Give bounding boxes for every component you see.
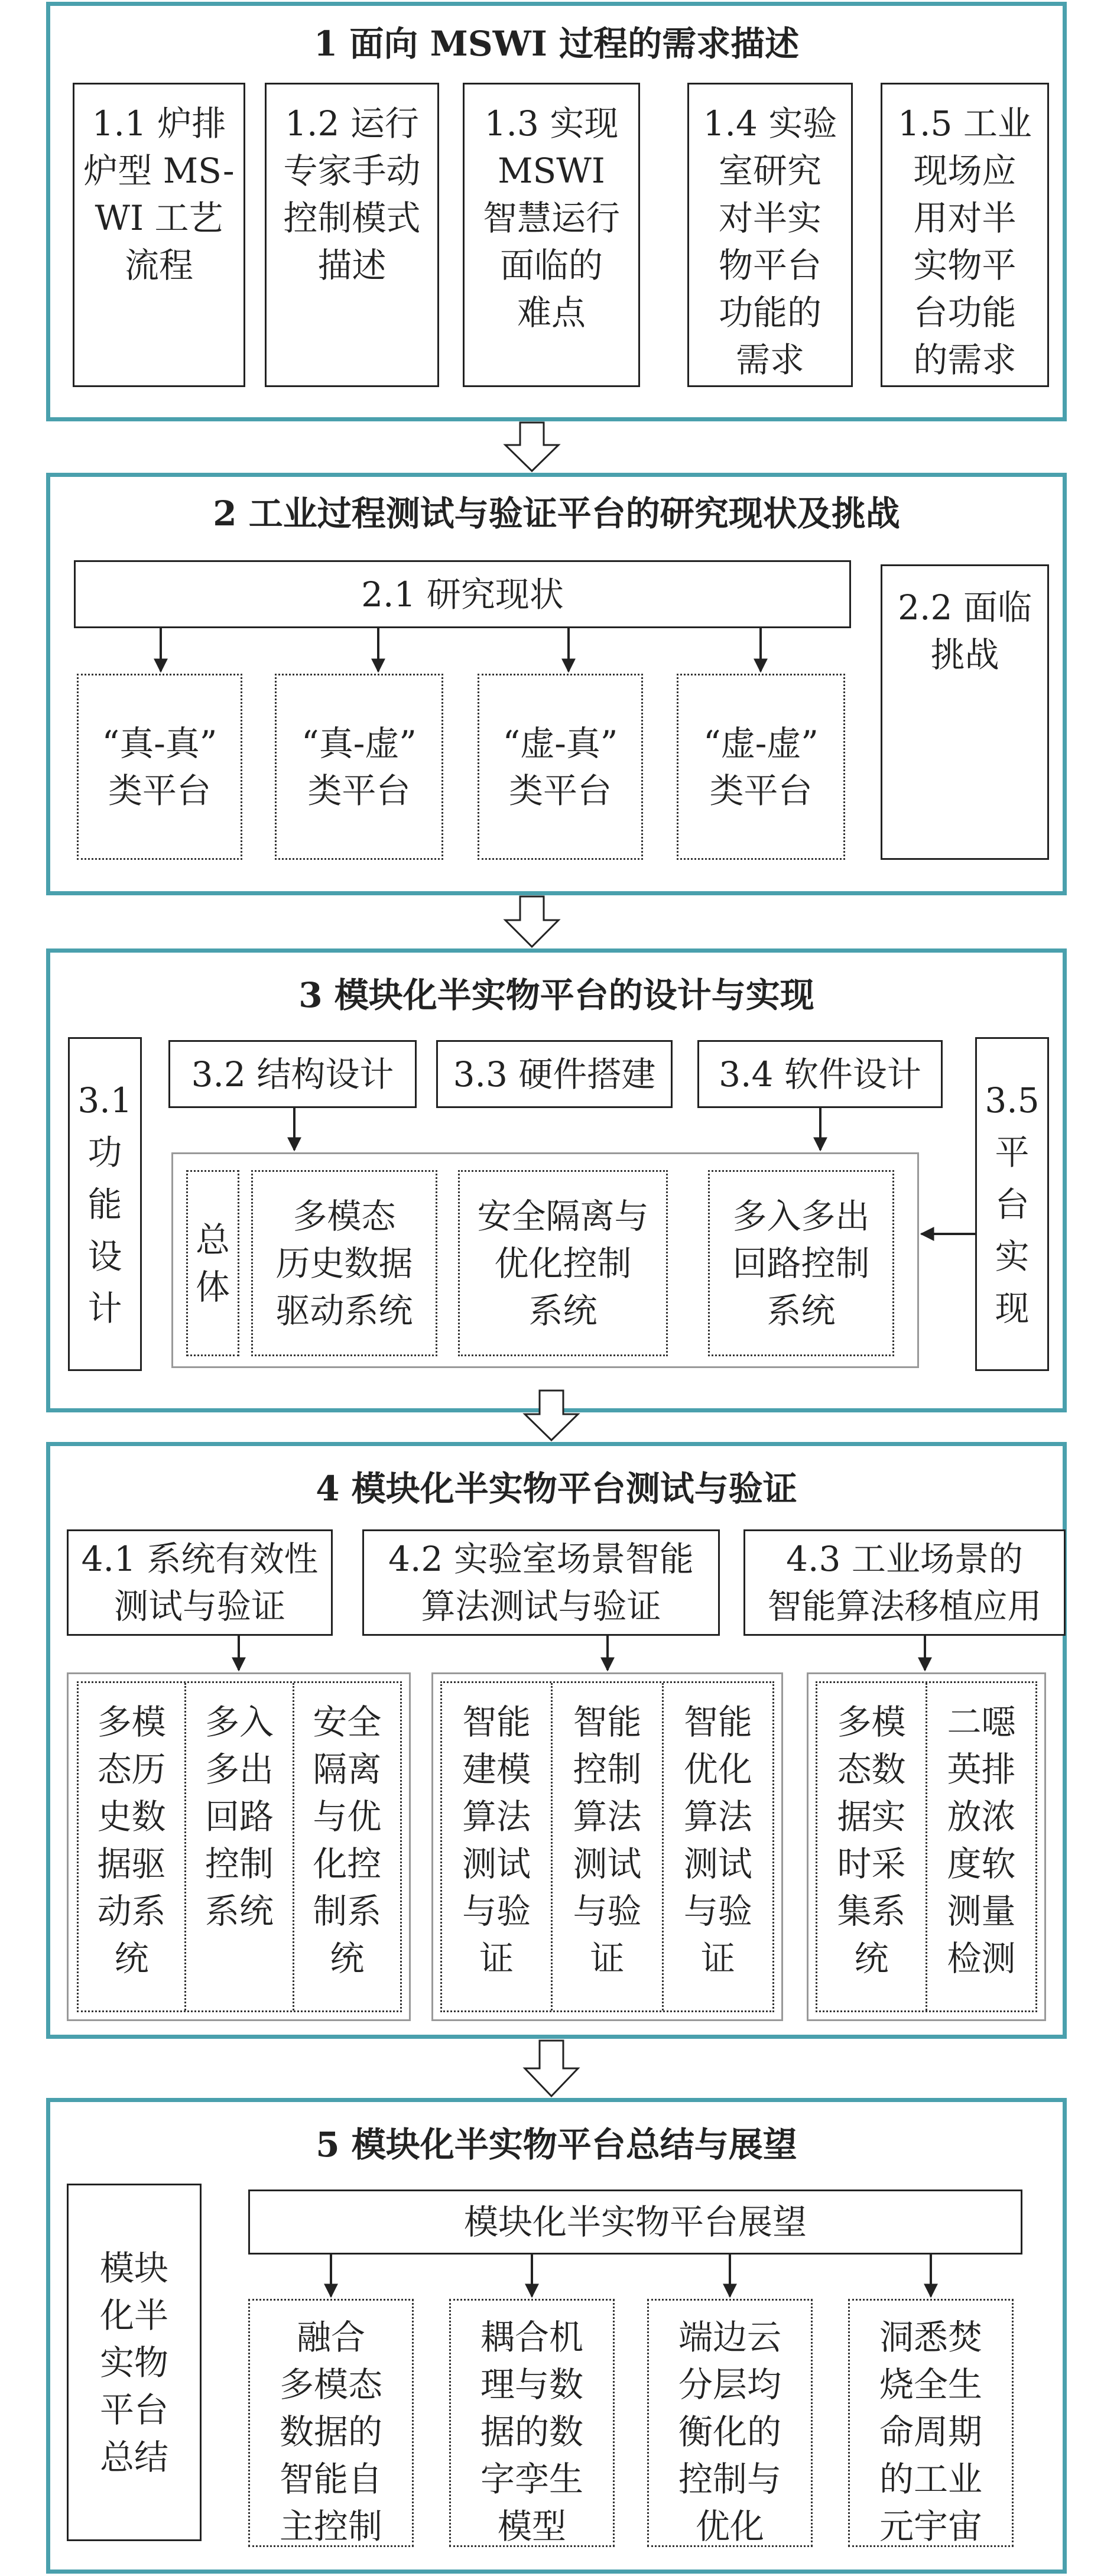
section-1-title: 1 面向 MSWI 过程的需求描述	[313, 24, 800, 64]
s4-g2-item-2: 智能 控制 算法 测试 与验 证	[551, 1683, 661, 2010]
s5-arrows	[331, 2255, 931, 2296]
function-design-box: 3.1 功 能 设 计	[68, 1037, 142, 1371]
platform-real-real: “真-真” 类平台	[77, 674, 242, 860]
s4-head-2: 4.2 实验室场景智能 算法测试与验证	[362, 1529, 720, 1636]
s2-arrows	[161, 628, 761, 671]
s1-item-2: 1.2 运行 专家手动 控制模式 描述	[265, 83, 439, 387]
s4-g3-item-1: 多模 态数 据实 时采 集系 统	[837, 1702, 906, 1979]
section-5-title: 5 模块化半实物平台总结与展望	[316, 2125, 797, 2165]
s4-g1-item-2: 多入 多出 回路 控制 系统	[184, 1683, 292, 2010]
s1-item-5: 1.5 工业 现场应 用对半 实物平 台功能 的需求	[881, 83, 1049, 387]
s4-g3-item-2: 二噁 英排 放浓 度软 测量 检测	[926, 1683, 1035, 2010]
s4-head-3: 4.3 工业场景的 智能算法移植应用	[743, 1529, 1066, 1636]
summary-box: 模块 化半 实物 平台 总结	[67, 2184, 202, 2541]
safety-isolation-box: 安全隔离与 优化控制 系统	[458, 1170, 668, 1356]
structure-design-box: 3.2 结构设计	[168, 1040, 417, 1108]
platform-virtual-virtual: “虚-虚” 类平台	[677, 674, 845, 860]
software-design-box: 3.4 软件设计	[697, 1040, 943, 1108]
flow-arrow-3-icon	[525, 1391, 578, 1440]
s1-item-4: 1.4 实验 室研究 对半实 物平台 功能的 需求	[687, 83, 853, 387]
section-4-title: 4 模块化半实物平台测试与验证	[316, 1469, 797, 1509]
s4-head-1: 4.1 系统有效性 测试与验证	[67, 1529, 333, 1636]
s3-arrows	[294, 1108, 975, 1234]
flow-arrow-4-icon	[525, 2041, 578, 2096]
s4-arrows	[239, 1636, 925, 1670]
overall-box: 总 体	[186, 1170, 239, 1356]
outlook-box: 模块化半实物平台展望	[248, 2190, 1022, 2255]
s4-g2-item-1: 智能 建模 算法 测试 与验 证	[462, 1702, 531, 1979]
outlook-item-3: 端边云 分层均 衡化的 控制与 优化	[647, 2299, 813, 2547]
outlook-item-4: 洞悉焚 烧全生 命周期 的工业 元宇宙	[848, 2299, 1014, 2547]
mimo-loop-box: 多入多出 回路控制 系统	[708, 1170, 894, 1356]
section-3-title: 3 模块化半实物平台的设计与实现	[298, 975, 814, 1015]
multimodal-system-box: 多模态 历史数据 驱动系统	[251, 1170, 437, 1356]
section-2-title: 2 工业过程测试与验证平台的研究现状及挑战	[213, 493, 900, 534]
outlook-item-1: 融合 多模态 数据的 智能自 主控制	[248, 2299, 414, 2547]
flow-arrow-1-icon	[505, 423, 558, 471]
hardware-build-box: 3.3 硬件搭建	[436, 1040, 673, 1108]
s4-g1-item-3: 安全 隔离 与优 化控 制系 统	[293, 1683, 400, 2010]
outlook-item-2: 耦合机 理与数 据的数 字孪生 模型	[449, 2299, 615, 2547]
s4-g1-item-1: 多模 态历 史数 据驱 动系 统	[97, 1702, 166, 1979]
s1-item-3: 1.3 实现 MSWI 智慧运行 面临的 难点	[463, 83, 640, 387]
s4-g2-item-3: 智能 优化 算法 测试 与验 证	[662, 1683, 772, 2010]
platform-virtual-real: “虚-真” 类平台	[478, 674, 643, 860]
flow-arrow-2-icon	[505, 896, 558, 947]
platform-real-virtual: “真-虚” 类平台	[275, 674, 443, 860]
platform-impl-box: 3.5 平 台 实 现	[975, 1037, 1049, 1371]
s1-item-1: 1.1 炉排 炉型 MS- WI 工艺 流程	[73, 83, 245, 387]
challenge-box: 2.2 面临 挑战	[881, 564, 1049, 860]
research-status-box: 2.1 研究现状	[74, 560, 851, 628]
